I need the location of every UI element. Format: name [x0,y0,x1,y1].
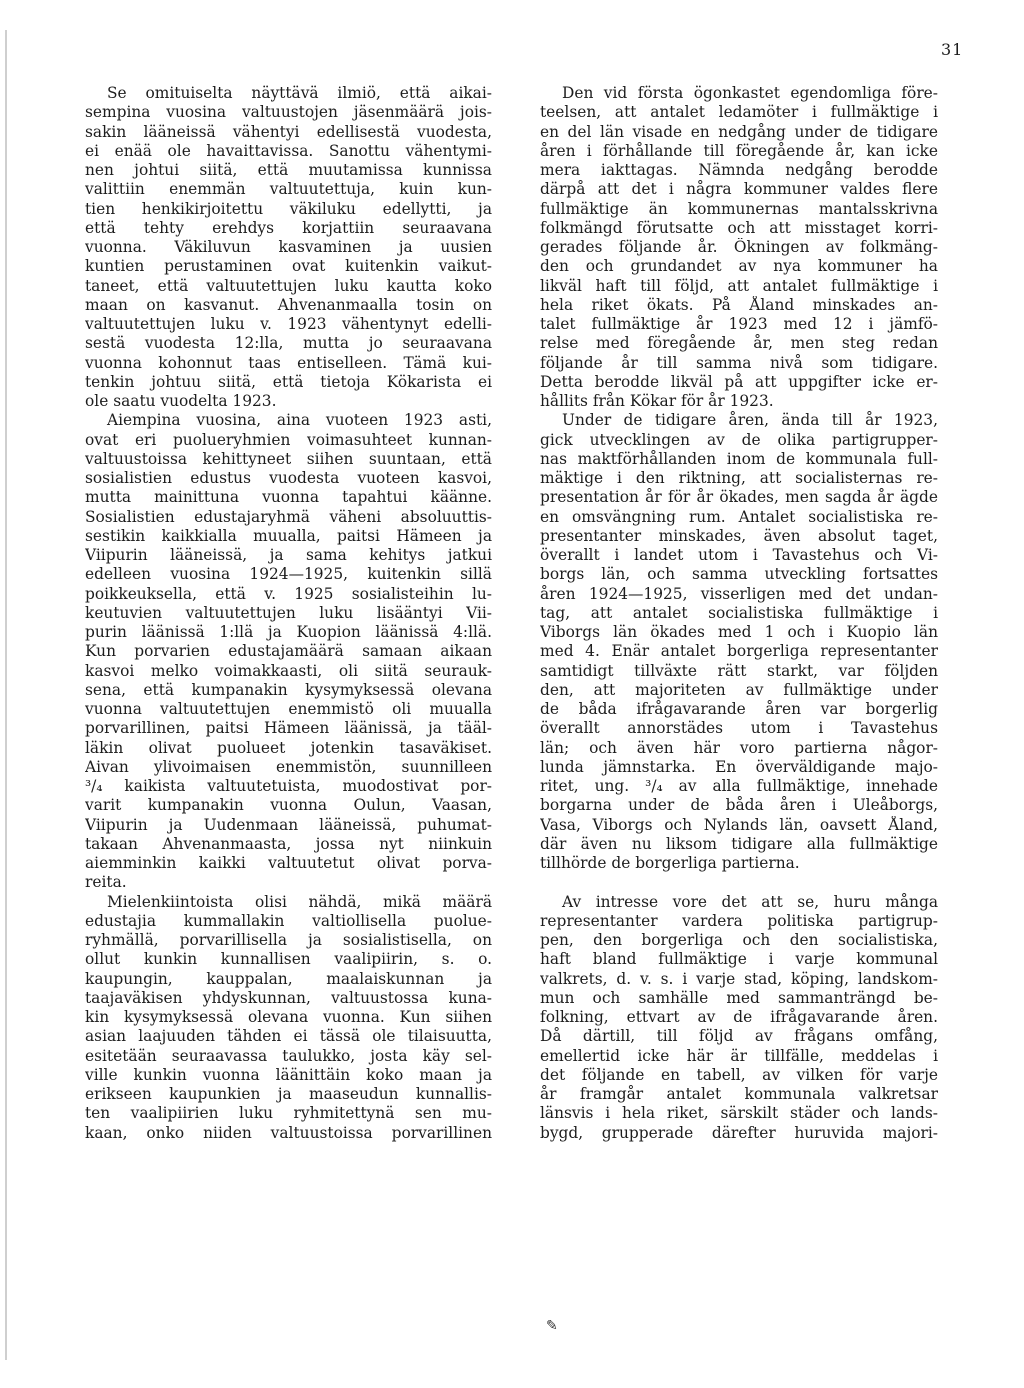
text-line: Den vid första ögonkastet egendomliga före- [562,84,938,102]
text-line: kuntien perustaminen ovat kuitenkin vaikut- [85,257,492,276]
text-line: asian laajuuden tähden ei tässä ole tilaisuutta, [85,1027,492,1046]
text-line: pen, den borgerliga och den socialistiska, [540,931,938,949]
text-line: tillhörde de borgerliga partierna. [540,854,800,872]
text-line: kasvoi melko voimakkaasti, oli siitä seurauk- [85,661,492,680]
text-line: reita. [85,873,127,892]
text-line: maan on kasvanut. Ahvenanmaalla tosin on [85,295,492,314]
text-line: de båda ifrågavarande åren var borgerlig [540,700,938,718]
text-line: överallt i landet utom i Tavastehus och Vi- [540,546,938,564]
text-line: takaan Ahvenanmaasta, jossa nyt niinkuin [85,834,492,853]
text-line: ole saatu vuodelta 1923. [85,392,277,410]
text-line: presentation år för år ökades, men sagda år ägde [540,488,938,507]
text-line: den, att majoriteten av fullmäktige under [540,680,938,699]
text-line: Aivan ylivoimaisen enemmistön, suunnilleen [85,757,492,776]
text-line: ritet, ung. ³/₄ av alla fullmäktige, innehade [540,777,938,795]
text-line: representanter vardera politiska partigrup- [540,911,938,930]
text-line: edelleen vuosina 1924—1925, kuitenkin sillä [85,565,492,584]
text-line: esitetään seuraavassa taulukko, josta käy sel- [85,1046,492,1065]
text-line: sestikin kaikkialla muualla, paitsi Hämeen ja [85,526,492,545]
text-line: ryhmällä, porvarillisella ja sosialistisella, on [85,931,492,949]
text-line: åren 1924—1925, visserligen med det undan- [540,584,938,603]
text-line: Detta berodde likväl på att uppgifter icke er- [540,372,938,391]
finnish-text-column [85,84,492,1143]
text-line: Kun porvarien edustajamäärä samaan aikaan [85,642,492,661]
text-line: presentanter minskades, även absolut taget, [540,526,938,545]
text-line: relse med föregående år, men steg redan [540,334,938,353]
stray-ink-mark: ✎ [546,1318,558,1334]
text-line: taneet, että valtuutettujen luku kautta koko [85,276,492,295]
text-line: år framgår antalet kommunala valkretsar [540,1085,938,1103]
text-line: en del län visade en nedgång under de tidigare [540,122,938,141]
text-line: tenkin johtuu siitä, että tietoja Kökarista ei [85,372,492,391]
text-line: sestä vuodesta 12:lla, mutta jo seuraavana [85,334,492,353]
text-line: överallt annorstädes utom i Tavastehus [540,719,938,738]
text-line: bygd, grupperade därefter huruvida majori- [540,1123,938,1142]
text-line: valtuustoissa kehittyneet siihen suuntaan, että [85,449,492,468]
text-line: emellertid icke här är tillfälle, meddelas i [540,1046,938,1065]
text-line: hållits från Kökar för år 1923. [540,392,774,410]
text-line: borgarna under de båda åren i Uleåborgs, [540,796,938,815]
text-line: Av intresse vore det att se, huru många [562,892,938,911]
text-line: haft bland fullmäktige i varje kommunal [540,950,938,969]
text-line: Sosialistien edustajaryhmä väheni absoluuttis- [85,507,492,526]
text-line: kaan, onko niiden valtuustoissa porvarillinen [85,1123,492,1142]
text-line: sakin lääneissä vähentyi edellisestä vuodesta, [85,122,492,141]
text-line: tien henkikirjoitettu väkiluku edellytti, ja [85,199,492,218]
text-line: sena, että kumpanakin kysymyksessä olevana [85,680,492,699]
text-line: sosialistien edustus vuodesta vuoteen kasvoi, [85,469,492,487]
text-line: vuonna valtuutettujen enemmistö oli muualla [85,700,492,718]
text-line: sempina vuosina valtuustojen jäsenmäärä jois- [85,103,492,122]
text-line: gick utvecklingen av de olika partigrupper- [540,430,938,449]
text-line: län; och även här voro partierna någor- [540,738,938,757]
text-line: därpå att det i några kommuner valdes flere [540,180,938,199]
text-line: talet fullmäktige år 1923 med 12 i jämfö- [540,315,938,333]
text-line: likväl haft till följd, att antalet fullmäktige i [540,276,938,295]
page-number: 31 [941,40,964,59]
text-line: följande år till samma nivå som tidigare. [540,353,938,372]
text-line: mutta mainittuna vuonna tapahtui käänne. [85,488,492,507]
text-line: mera iakttagas. Nämnda nedgång berodde [540,161,938,179]
text-line: ³/₄ kaikista valtuutetuista, muodostivat por- [85,777,492,795]
text-line: läkin olivat puolueet jotenkin tasaväkiset. [85,738,492,757]
text-line: med 4. Enär antalet borgerliga representanter [540,642,938,661]
text-line: Mielenkiintoista olisi nähdä, mikä määrä [107,892,492,911]
swedish-text-column [540,84,938,1143]
text-line: åren i förhållande till föregående år, kan icke [540,141,938,160]
text-line: den och grundandet av nya kommuner ha [540,257,938,276]
text-line: teelsen, att antalet ledamöter i fullmäktige i [540,103,938,122]
paragraph-gap [540,873,938,892]
text-line: där även nu liksom tidigare alla fullmäktige [540,834,938,853]
text-line: ten vaalipiirien luku ryhmitettynä sen mu- [85,1104,492,1123]
text-line: purin läänissä 1:llä ja Kuopion läänissä 4:llä. [85,623,492,641]
text-line: aiemminkin kaikki valtuutetut olivat porva- [85,854,492,872]
text-line: fullmäktige än kommunernas mantalsskrivna [540,199,938,218]
text-line: kin kysymyksessä olevana vuonna. Kun siihen [85,1008,492,1026]
text-line: Viborgs län ökades med 1 och i Kuopio län [540,623,938,641]
text-line: poikkeuksella, että v. 1925 sosialisteihin lu- [85,584,492,603]
text-line: Då därtill, till följd av frågans omfång, [540,1027,938,1046]
page-edge-line [5,30,7,1360]
text-line: lunda jämnstarka. En överväldigande majo- [540,757,938,776]
text-line: edustajia kummallakin valtiollisella puolue- [85,911,492,930]
text-line: hela riket ökats. På Åland minskades an- [540,295,938,314]
text-line: gerades följande år. Ökningen av folkmäng- [540,238,938,256]
text-line: en omsvängning rum. Antalet socialistiska re- [540,507,938,526]
text-line: varit kumpanakin vuonna Oulun, Vaasan, [85,796,492,815]
text-line: Vasa, Viborgs och Nylands län, oavsett Åland, [540,815,938,834]
text-line: taajaväkisen yhdyskunnan, valtuustossa kuna- [85,988,492,1007]
text-line: borgs län, och samma utveckling fortsattes [540,565,938,584]
text-line: ollut kunkin kunnallisen vaalipiirin, s. o. [85,950,492,969]
text-line: vuonna. Väkiluvun kasvaminen ja uusien [85,238,492,256]
text-line: ville kunkin vuonna läänittäin koko maan ja [85,1065,492,1084]
text-line: erikseen kaupunkien ja maaseudun kunnallis- [85,1085,492,1103]
text-line: valkrets, d. v. s. i varje stad, köping, landskom- [540,969,938,988]
text-line: mäktige i den riktning, att socialisternas re- [540,469,938,487]
text-line: porvarillinen, paitsi Hämeen läänissä, ja tääl- [85,719,492,738]
text-line: länsvis i hela riket, särskilt städer och lands- [540,1104,938,1123]
text-line: valtuutettujen luku v. 1923 vähentynyt edelli- [85,315,492,333]
text-line: nas maktförhållanden inom de kommunala full- [540,449,938,468]
text-line: Viipurin ja Uudenmaan lääneissä, puhumat- [85,815,492,834]
text-line: kaupungin, kauppalan, maalaiskunnan ja [85,969,492,988]
text-line: det följande en tabell, av vilken för varje [540,1065,938,1084]
text-line: folkmängd förutsatte och att misstaget korri- [540,218,938,237]
text-line: nen johtui siitä, että muutamissa kunnissa [85,161,492,179]
text-line: ei enää ole havaittavissa. Sanottu vähentymi- [85,141,492,160]
text-line: ovat eri puolueryhmien voimasuhteet kunnan- [85,430,492,449]
text-line: vuonna kohonnut taas entiselleen. Tämä kui- [85,353,492,372]
text-line: että tehty erehdys korjattiin seuraavana [85,218,492,237]
text-line: mun och samhälle med sammanträngd be- [540,988,938,1007]
text-line: samtidigt tillväxte rätt starkt, var följden [540,661,938,680]
text-line: Viipurin lääneissä, ja sama kehitys jatkui [85,546,492,564]
text-line: keutuvien valtuutettujen luku lisääntyi Vii- [85,603,492,622]
text-line: Aiempina vuosina, aina vuoteen 1923 asti, [107,411,492,430]
text-line: valittiin enemmän valtuutettuja, kuin kun- [85,180,492,199]
text-line: Under de tidigare åren, ända till år 1923, [562,411,938,430]
text-line: folkning, ettvart av de ifrågavarande åren. [540,1008,938,1026]
text-line: tag, att antalet socialistiska fullmäktige i [540,603,938,622]
text-line: Se omituiselta näyttävä ilmiö, että aikai- [107,84,492,102]
